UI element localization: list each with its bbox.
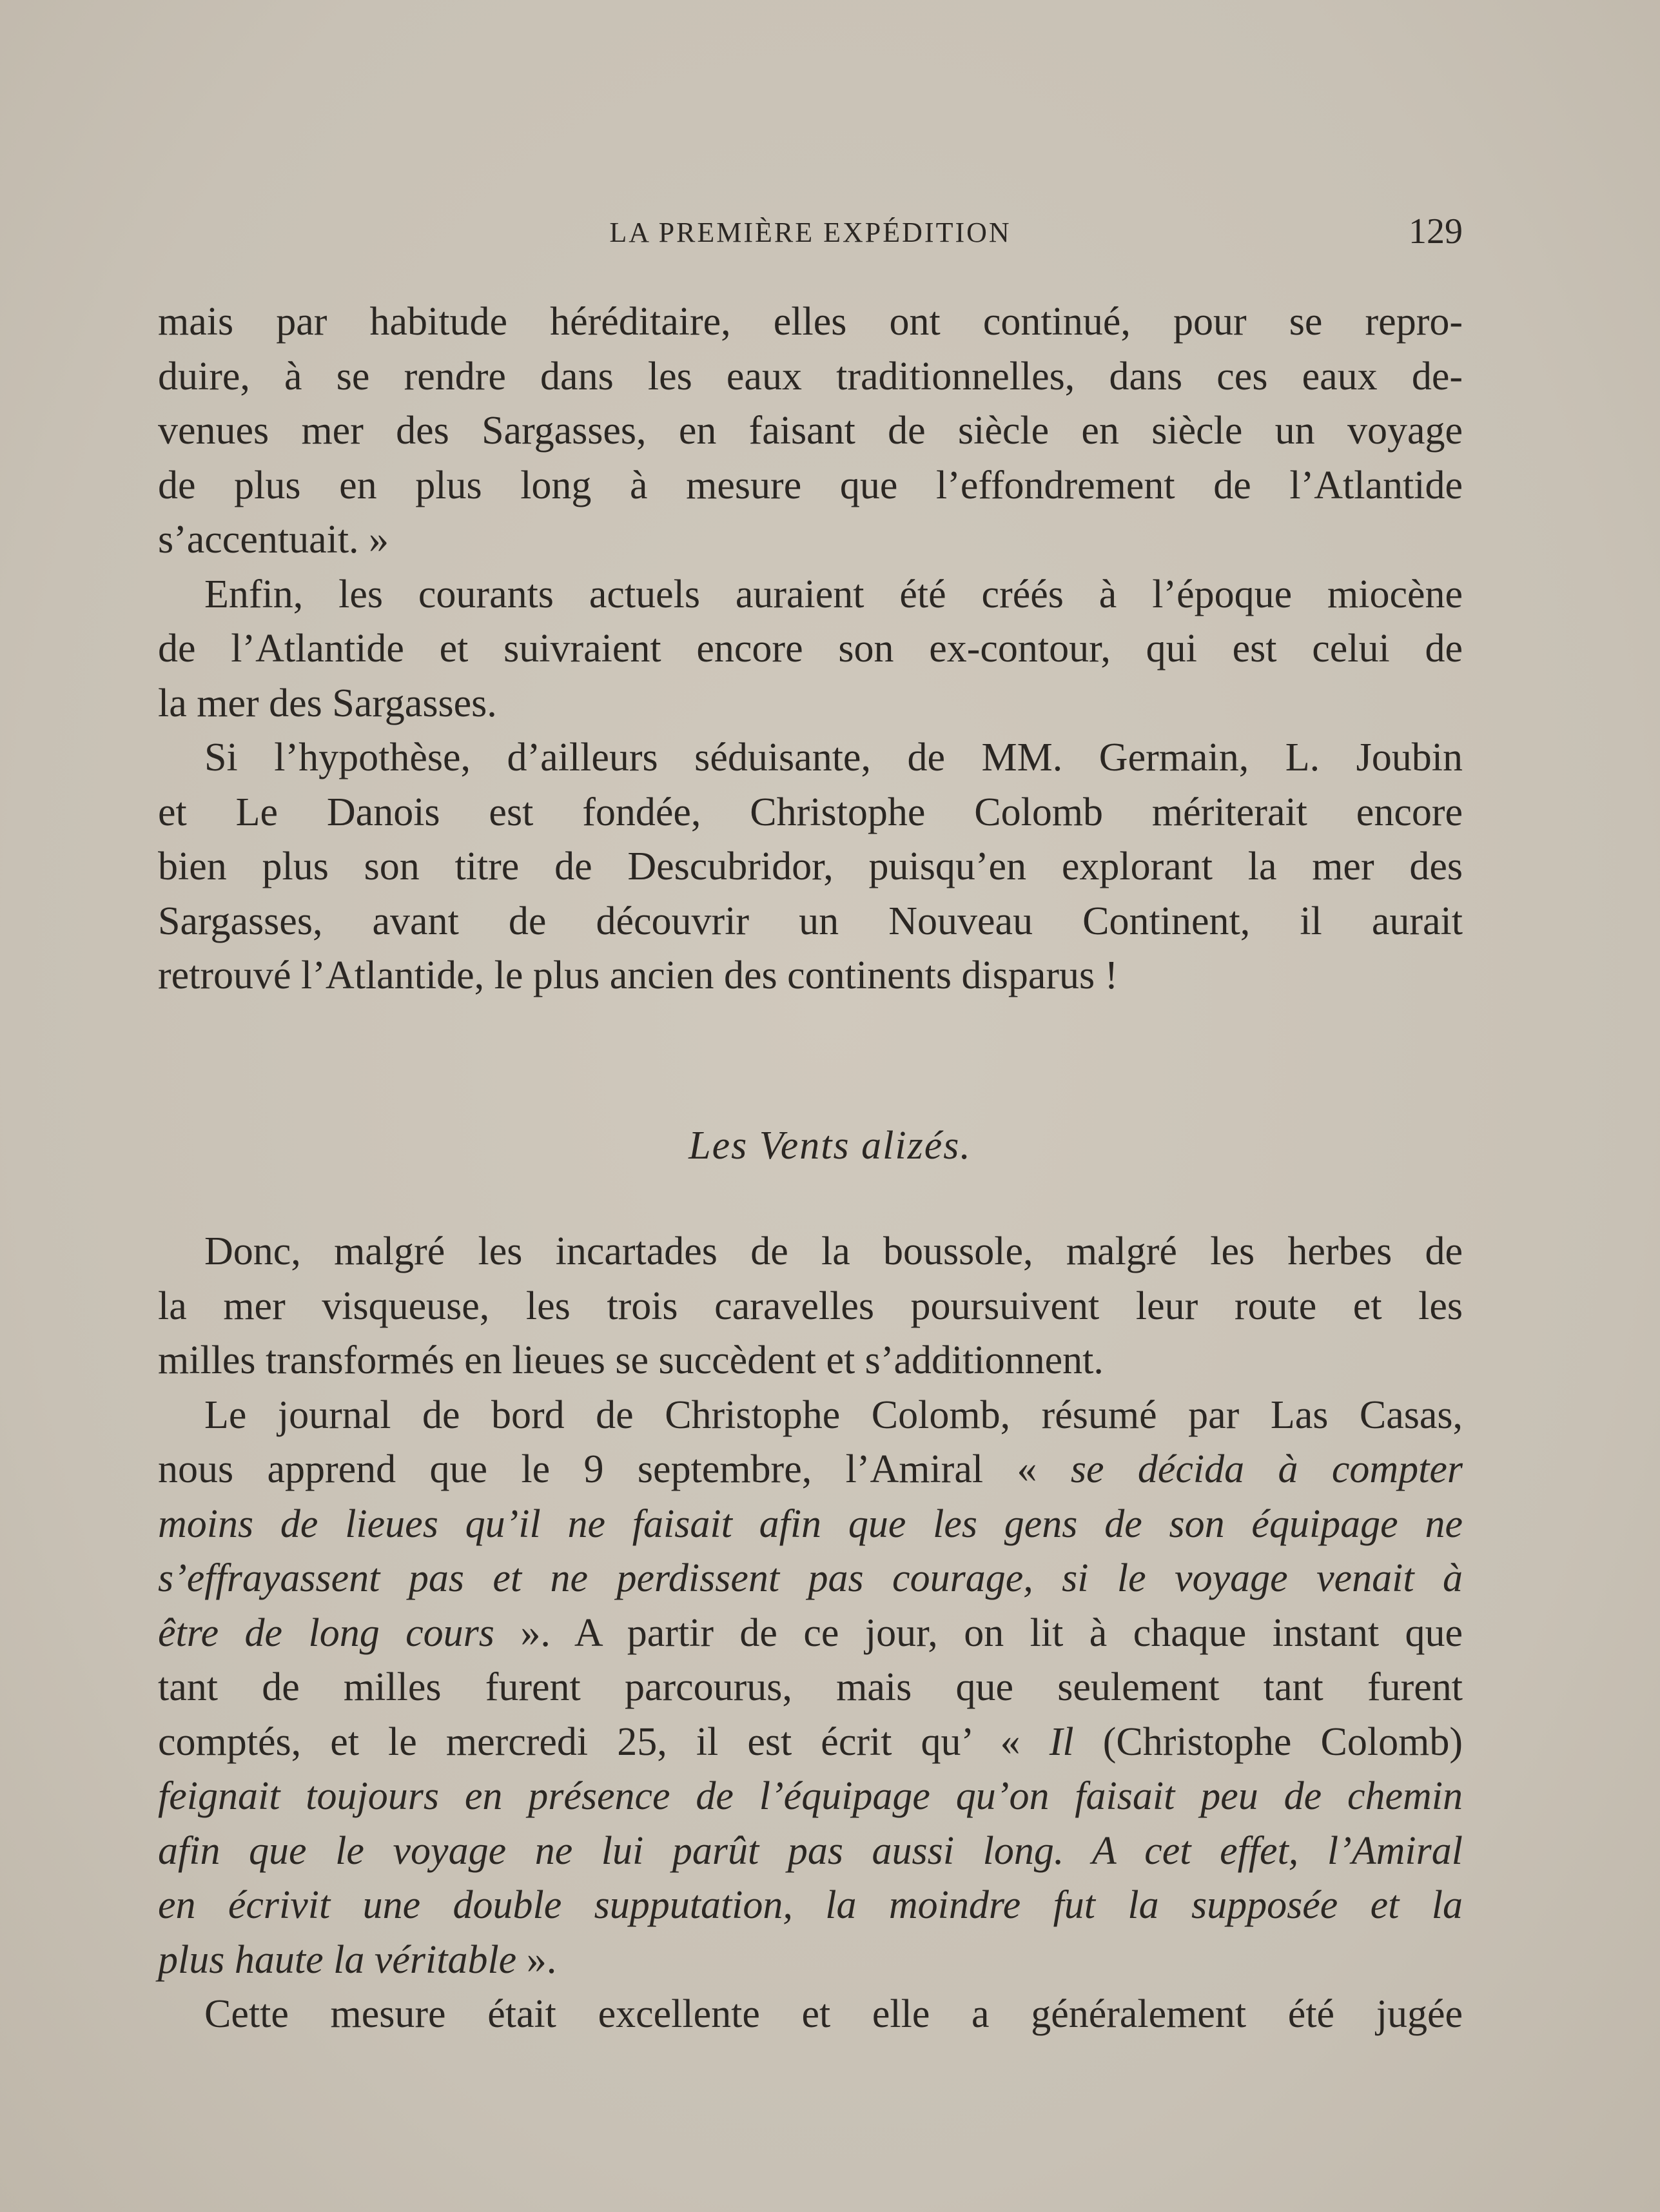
- text-line: [158, 1442, 1463, 1497]
- italic-text: en écrivit une double supputation, la moindre fut la supposée et la: [158, 1883, 1463, 1927]
- text-line: [158, 676, 1463, 731]
- text: milles transformés en lieues se succèdent et s’additionnent.: [158, 1338, 1104, 1382]
- text-line: [158, 295, 1463, 349]
- text-line: [158, 1769, 1463, 1824]
- italic-text: se décida à compter: [1070, 1447, 1463, 1491]
- page-header: [158, 210, 1463, 255]
- text: Le journal de bord de Christophe Colomb, résumé par Las Casas,: [204, 1393, 1463, 1437]
- text: Donc, malgré les incartades de la boussole, malgré les herbes de: [204, 1229, 1463, 1273]
- text: Si l’hypothèse, d’ailleurs séduisante, de MM. Germain, L. Joubin: [204, 736, 1463, 779]
- text-line: [158, 1224, 1463, 1279]
- text-line: [158, 1660, 1463, 1715]
- text-line: [158, 404, 1463, 458]
- page-number: 129: [1409, 211, 1463, 251]
- text-block-atlantide: [158, 295, 1463, 1003]
- text-line: [158, 894, 1463, 949]
- text-line: [158, 730, 1463, 785]
- paragraph: [158, 567, 1463, 731]
- text: ».: [516, 1937, 557, 1982]
- text: Enfin, les courants actuels auraient été créés à l’époque miocène: [204, 572, 1463, 616]
- text: mais par habitude héréditaire, elles ont continué, pour se repro-: [158, 300, 1463, 344]
- italic-text: être de long cours: [158, 1610, 494, 1655]
- italic-text: Il: [1049, 1719, 1074, 1764]
- text-line: [158, 1497, 1463, 1552]
- text-line: [158, 1551, 1463, 1606]
- section-title: Les Vents alizés.: [688, 1124, 972, 1168]
- text-line: [158, 1333, 1463, 1388]
- text: retrouvé l’Atlantide, le plus ancien des continents disparus !: [158, 954, 1118, 997]
- text-line: [158, 839, 1463, 894]
- text: (Christophe Colomb): [1073, 1719, 1463, 1764]
- italic-text: afin que le voyage ne lui parût pas aussi long. A cet effet, l’Amiral: [158, 1828, 1463, 1873]
- italic-text: moins de lieues qu’il ne faisait afin que les gens de son équipage ne: [158, 1502, 1463, 1546]
- text: s’accentuait. »: [158, 518, 389, 562]
- text-line: [158, 349, 1463, 404]
- italic-text: s’effrayassent pas et ne perdissent pas courage, si le voyage venait à: [158, 1556, 1463, 1600]
- running-title: LA PREMIÈRE EXPÉDITION: [609, 217, 1011, 248]
- text: tant de milles furent parcourus, mais que seulement tant furent: [158, 1665, 1463, 1709]
- text: de l’Atlantide et suivraient encore son ex-contour, qui est celui de: [158, 627, 1463, 670]
- text: et Le Danois est fondée, Christophe Colomb mériterait encore: [158, 790, 1463, 834]
- text-line: [158, 1606, 1463, 1661]
- paragraph: [158, 295, 1463, 567]
- paragraph: [158, 1224, 1463, 1388]
- text-line: [158, 567, 1463, 622]
- text: bien plus son titre de Descubridor, puisqu’en explorant la mer des: [158, 845, 1463, 888]
- text-line: [158, 948, 1463, 1003]
- text-line: [158, 1824, 1463, 1879]
- text: nous apprend que le 9 septembre, l’Amiral «: [158, 1447, 1071, 1491]
- text-block-vents-alizes: [158, 1224, 1463, 2042]
- text: Sargasses, avant de découvrir un Nouveau Continent, il aurait: [158, 899, 1463, 943]
- text-line: [158, 458, 1463, 513]
- text: duire, à se rendre dans les eaux traditionnelles, dans ces eaux de-: [158, 354, 1463, 398]
- text: ». A partir de ce jour, on lit à chaque instant que: [494, 1610, 1463, 1655]
- text: comptés, et le mercredi 25, il est écrit qu’ «: [158, 1719, 1050, 1764]
- text: la mer des Sargasses.: [158, 681, 497, 725]
- paragraph: [158, 1388, 1463, 1988]
- text-line: [158, 1878, 1463, 1933]
- italic-text: plus haute la véritable: [158, 1937, 517, 1982]
- paragraph: [158, 730, 1463, 1003]
- text: la mer visqueuse, les trois caravelles poursuivent leur route et les: [158, 1284, 1463, 1328]
- text-line: [158, 1388, 1463, 1443]
- italic-text: feignait toujours en présence de l’équipage qu’on faisait peu de chemin: [158, 1774, 1463, 1818]
- text-line: [158, 1279, 1463, 1334]
- text: venues mer des Sargasses, en faisant de siècle en siècle un voyage: [158, 409, 1463, 453]
- text-line: [158, 622, 1463, 676]
- text: de plus en plus long à mesure que l’effondrement de l’Atlantide: [158, 463, 1463, 507]
- text: Cette mesure était excellente et elle a généralement été jugée: [204, 1992, 1463, 2036]
- paragraph: [158, 1987, 1463, 2042]
- text-line: [158, 513, 1463, 567]
- text-line: [158, 1987, 1463, 2042]
- text-line: [158, 1933, 1463, 1988]
- text-line: [158, 1715, 1463, 1770]
- text-line: [158, 785, 1463, 840]
